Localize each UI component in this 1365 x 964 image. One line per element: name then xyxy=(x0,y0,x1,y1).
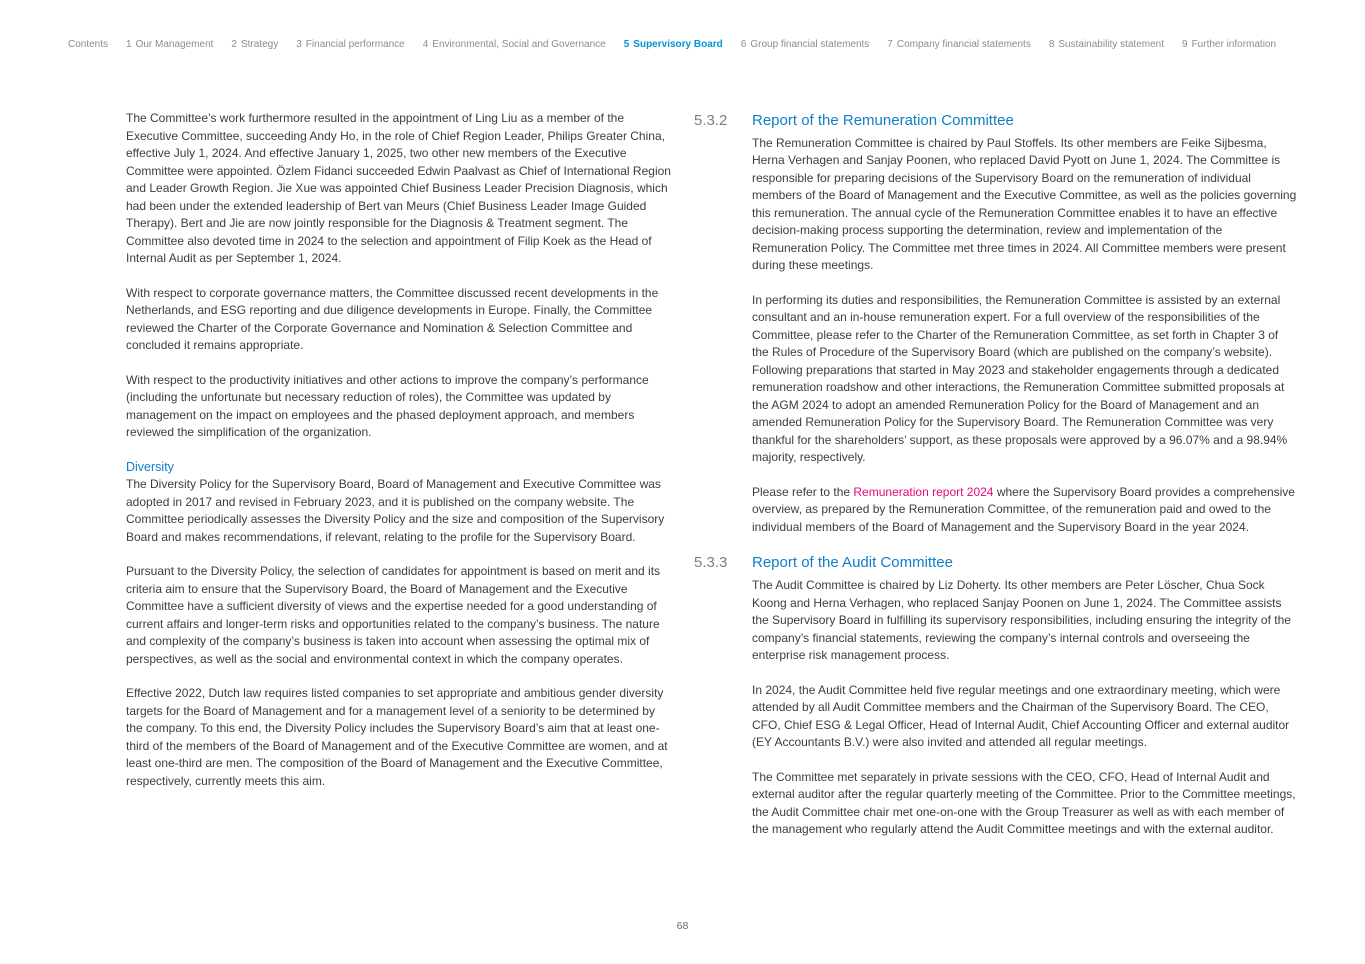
paragraph: Pursuant to the Diversity Policy, the selection of candidates for appointment is based on merit and its criteria aim to ensure that the Supervisory Board, the Board of Management and the Executive Committee have a sufficient diversity of views and the expertise needed for a good understanding of current affairs and longer-term risks and opportunities related to the company’s business. The nature and complexity of the company’s business is taken into account when assessing the optimal mix of perspectives, as well as the social and environmental context in which the company operates. xyxy=(126,564,661,666)
paragraph: The Audit Committee is chaired by Liz Doherty. Its other members are Peter Löscher, Chua Sock Koong and Herna Verhagen, who replaced Sanjay Poonen on June 1, 2024. The Committee assists the Supervisory Board in fulfilling its supervisory responsibilities, including ensuring the integrity of the company’s financial statements, reviewing the company’s internal controls and overseeing the enterprise risk management process. xyxy=(752,578,1291,662)
nav-item-number: 6 xyxy=(740,39,747,50)
nav-item-label: Strategy xyxy=(240,39,279,50)
nav-item-label: Contents xyxy=(68,39,109,50)
nav-item-supervisory-board[interactable] xyxy=(624,39,723,50)
nav-item-esg[interactable] xyxy=(423,39,606,50)
page-number: 68 xyxy=(676,920,689,932)
nav-item-number: 3 xyxy=(296,39,302,50)
nav-item-number: 5 xyxy=(623,39,630,50)
nav-item-label: Environmental, Social and Governance xyxy=(432,39,606,50)
paragraph: With respect to the productivity initiatives and other actions to improve the company’s performance (including the unfortunate but necessary reduction of roles), the Committee was updated by management on the impact on employees and the phased deployment approach, and members reviewed the simplification of the organization. xyxy=(126,372,649,439)
section-title: Report of the Remuneration Committee xyxy=(752,112,1014,129)
nav-item-number: 2 xyxy=(231,39,237,50)
paragraph: The Remuneration Committee is chaired by Paul Stoffels. Its other members are Feike Sijbesma, Herna Verhagen and Sanjay Poonen, who replaced David Pyott on June 1, 2024. The Committee is responsible for preparing decisions of the Supervisory Board on the remuneration of individual members of the Board of Management and the Executive Committee, as well as the policies governing this remuneration. The annual cycle of the Remuneration Committee enables it to have an effective decision-making process supporting the determination, review and implementation of the Remuneration Policy. The Committee met three times in 2024. All Committee members were present during these meetings. xyxy=(752,135,1297,273)
paragraph-with-link xyxy=(752,484,1297,537)
paragraph: In performing its duties and responsibilities, the Remuneration Committee is assisted by an external consultant and an in-house remuneration expert. For a full overview of the responsibilities of the Committee, please refer to the Charter of the Remuneration Committee, as set forth in Chapter 3 of the Rules of Procedure of the Supervisory Board (which are published on the company’s website). xyxy=(752,292,1281,360)
section-number: 5.3.3 xyxy=(694,554,728,572)
section-audit-committee xyxy=(694,554,1297,838)
paragraph: The Committee’s work furthermore resulted in the appointment of Ling Liu as a member of the Executive Committee, succeeding Andy Ho, in the role of Chief Region Leader, Philips Greater China, effective July 1, 2024. And effective January 1, 2025, two other new members of the Executive Committee were appointed. Özlem Fidanci succeeded Edwin Paalvast as Chief of International Region and Leader Growth Region. Jie Xue was appointed Chief Business Leader Precision Diagnosis, which had been under the extended leadership of Bert van Meurs (Chief Business Leader Image Guided Therapy). Bert and Jie are now jointly responsible for the Diagnosis & Treatment segment. The Committee also devoted time in 2024 to the selection and appointment of Filip Koek as the Head of Internal Audit as per September 1, 2024. xyxy=(126,111,671,265)
nav-item-number: 1 xyxy=(126,39,132,50)
link-paragraph-after: where the Supervisory Board provides a comprehensive overview, as prepared by the Remuneration Committee, of the remuneration paid and owed to the individual members of the Board of Management and the Supervisory Board in the year 2024. xyxy=(752,484,1295,534)
paragraph: The Committee met separately in private sessions with the CEO, CFO, Head of Internal Audit and external auditor after the regular quarterly meeting of the Committee. Prior to the Committee meetings, the Audit Committee chair met one-on-one with the Group Treasurer as well as with each member of the management who regularly attend the Audit Committee meetings and with the external auditor. xyxy=(752,769,1296,836)
left-column xyxy=(126,110,674,790)
right-column xyxy=(694,112,1297,839)
section-number: 5.3.2 xyxy=(694,112,728,129)
nav-item-number: 9 xyxy=(1182,39,1188,50)
remuneration-report-2024-link[interactable]: Remuneration report 2024 xyxy=(853,484,994,499)
nav-item-further-information[interactable] xyxy=(1182,39,1276,50)
paragraph: The Diversity Policy for the Supervisory Board, Board of Management and Executive Committee was adopted in 2017 and revised in February 2023, and it is published on the company website. The Committee periodically assesses the Diversity Policy and the size and composition of the Supervisory Board and makes recommendations, if relevant, relating to the profile for the Supervisory Board. xyxy=(126,477,665,544)
section-title: Report of the Audit Committee xyxy=(752,554,953,572)
nav-item-number: 7 xyxy=(887,39,893,50)
nav-item-label: Further information xyxy=(1191,39,1277,50)
paragraph: In 2024, the Audit Committee held five regular meetings and one extraordinary meeting, which were attended by all Audit Committee members and the Chairman of the Supervisory Board. The CEO, CFO, Chief ESG & Legal Officer, Head of Internal Audit, Chief Accounting Officer and external auditor (EY Accountants B.V.) were also invited and attended all regular meetings. xyxy=(752,682,1290,749)
nav-item-label: Company financial statements xyxy=(896,39,1031,50)
nav-item-strategy[interactable] xyxy=(231,39,278,50)
link-paragraph-before: Please refer to the xyxy=(752,484,854,499)
chapter-nav xyxy=(68,39,1325,50)
paragraph: Following preparations that started in May 2023 and stakeholder engagements through a dedicated remuneration roadshow and other interactions, the Remuneration Committee submitted proposals at the AGM 2024 to adopt an amended Remuneration Policy for the Board of Management and an amended Remuneration Policy for the Supervisory Board. The Remuneration Committee was very thankful for the shareholders’ support, as these proposals were approved by a 96.07% and a 98.94% majority, respectively. xyxy=(752,362,1288,465)
nav-item-number: 4 xyxy=(422,39,429,50)
nav-item-company-financial-statements[interactable] xyxy=(887,39,1031,50)
nav-item-our-management[interactable] xyxy=(126,39,213,50)
paragraph: Effective 2022, Dutch law requires listed companies to set appropriate and ambitious gender diversity targets for the Board of Management and for a management level of a seniority to be determined by the company. To this end, the Diversity Policy includes the Supervisory Board’s aim that at least one-third of the members of the Board of Management and of the Executive Committee are women, and at least one-third are men. The composition of the Board of Management and the Executive Committee, respectively, currently meets this aim. xyxy=(126,686,668,788)
diversity-heading: Diversity xyxy=(126,459,174,474)
nav-item-sustainability-statement[interactable] xyxy=(1049,39,1164,50)
section-remuneration-committee xyxy=(694,112,1297,536)
nav-item-label: Sustainability statement xyxy=(1058,39,1165,50)
nav-item-label: Financial performance xyxy=(305,39,405,50)
nav-item-group-financial-statements[interactable] xyxy=(741,39,870,50)
nav-item-contents[interactable] xyxy=(68,39,108,50)
nav-item-label: Our Management xyxy=(135,39,214,50)
nav-item-label: Group financial statements xyxy=(750,39,870,50)
nav-item-financial-performance[interactable] xyxy=(296,39,405,50)
nav-item-number: 8 xyxy=(1048,39,1055,50)
paragraph: With respect to corporate governance matters, the Committee discussed recent developments in the Netherlands, and ESG reporting and due diligence developments in Europe. Finally, the Committee reviewed the Charter of the Corporate Governance and Nomination & Selection Committee and concluded it remains appropriate. xyxy=(126,285,659,352)
nav-item-label: Supervisory Board xyxy=(633,39,723,50)
